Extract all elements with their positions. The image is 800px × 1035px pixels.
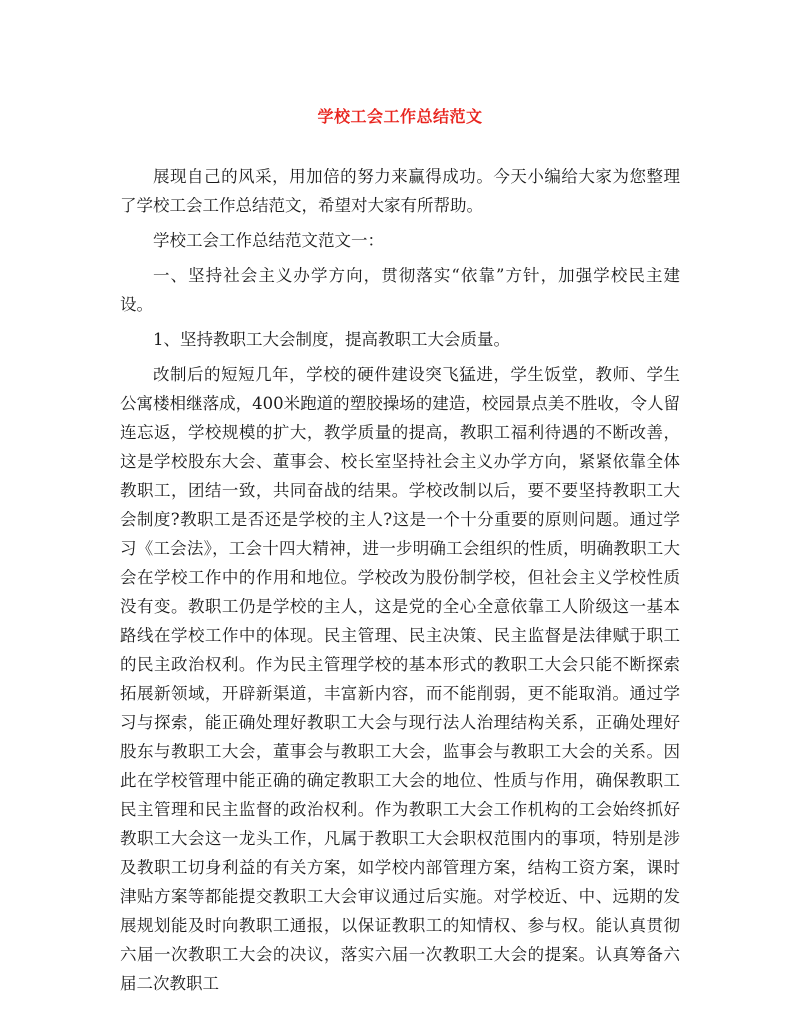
document-title: 学校工会工作总结范文 bbox=[317, 107, 483, 126]
paragraph-section-heading: 一、坚持社会主义办学方向，贯彻落实“依靠”方针，加强学校民主建设。 bbox=[120, 266, 680, 314]
paragraph-intro: 展现自己的风采，用加倍的努力来赢得成功。今天小编给大家为您整理了学校工会工作总结范文，希望对大家有所帮助。 bbox=[120, 167, 680, 215]
paragraph-subsection-heading: 1、坚持教职工大会制度，提高教职工大会质量。 bbox=[153, 330, 510, 349]
paragraph-heading-sample: 学校工会工作总结范文范文一： bbox=[153, 231, 384, 250]
paragraph-body: 改制后的短短几年，学校的硬件建设突飞猛进，学生饭堂，教师、学生公寓楼相继落成，400米跑道的塑胶操场的建造，校园景点美不胜收，令人留连忘返，学校规模的扩大，教学质量的提高，教职工福利待遇的不断改善，这是学校股东大会、董事会、校长室坚持社会主义办学方向，紧紧依靠全体教职工，团结一致，共同奋战的结果。学校改制以后，要不要坚持教职工大会制度?教职工是否还是学校的主人?这是一个十分重要的原则问题。通过学习《工会法》，工会十四大精神，进一步明确工会组织的性质，明确教职工大会在学校工作中的作用和地位。学校改为股份制学校，但社会主义学校性质没有变。教职工仍是学校的主人，这是党的全心全意依靠工人阶级这一基本路线在学校工作中的体现。民主管理、民主决策、民主监督是法律赋于职工的民主政治权利。作为民主管理学校的基本形式的教职工大会只能不断探索拓展新领域，开辟新渠道，丰富新内容，而不能削弱，更不能取消。通过学习与探索，能正确处理好教职工大会与现行法人治理结构关系，正确处理好股东与教职工大会，董事会与教职工大会，监事会与教职工大会的关系。因此在学校管理中能正确的确定教职工大会的地位、性质与作用，确保教职工民主管理和民主监督的政治权利。作为教职工大会工作机构的工会始终抓好教职工大会这一龙头工作，凡属于教职工大会职权范围内的事项，特别是涉及教职工切身利益的有关方案，如学校内部管理方案，结构工资方案，课时津贴方案等都能提交教职工大会审议通过后实施。对学校近、中、远期的发展规划能及时向教职工通报，以保证教职工的知情权、参与权。能认真贯彻六届一次教职工大会的决议，落实六届一次教职工大会的提案。认真筹备六届二次教职工 bbox=[120, 365, 680, 993]
document-body bbox=[120, 162, 680, 998]
